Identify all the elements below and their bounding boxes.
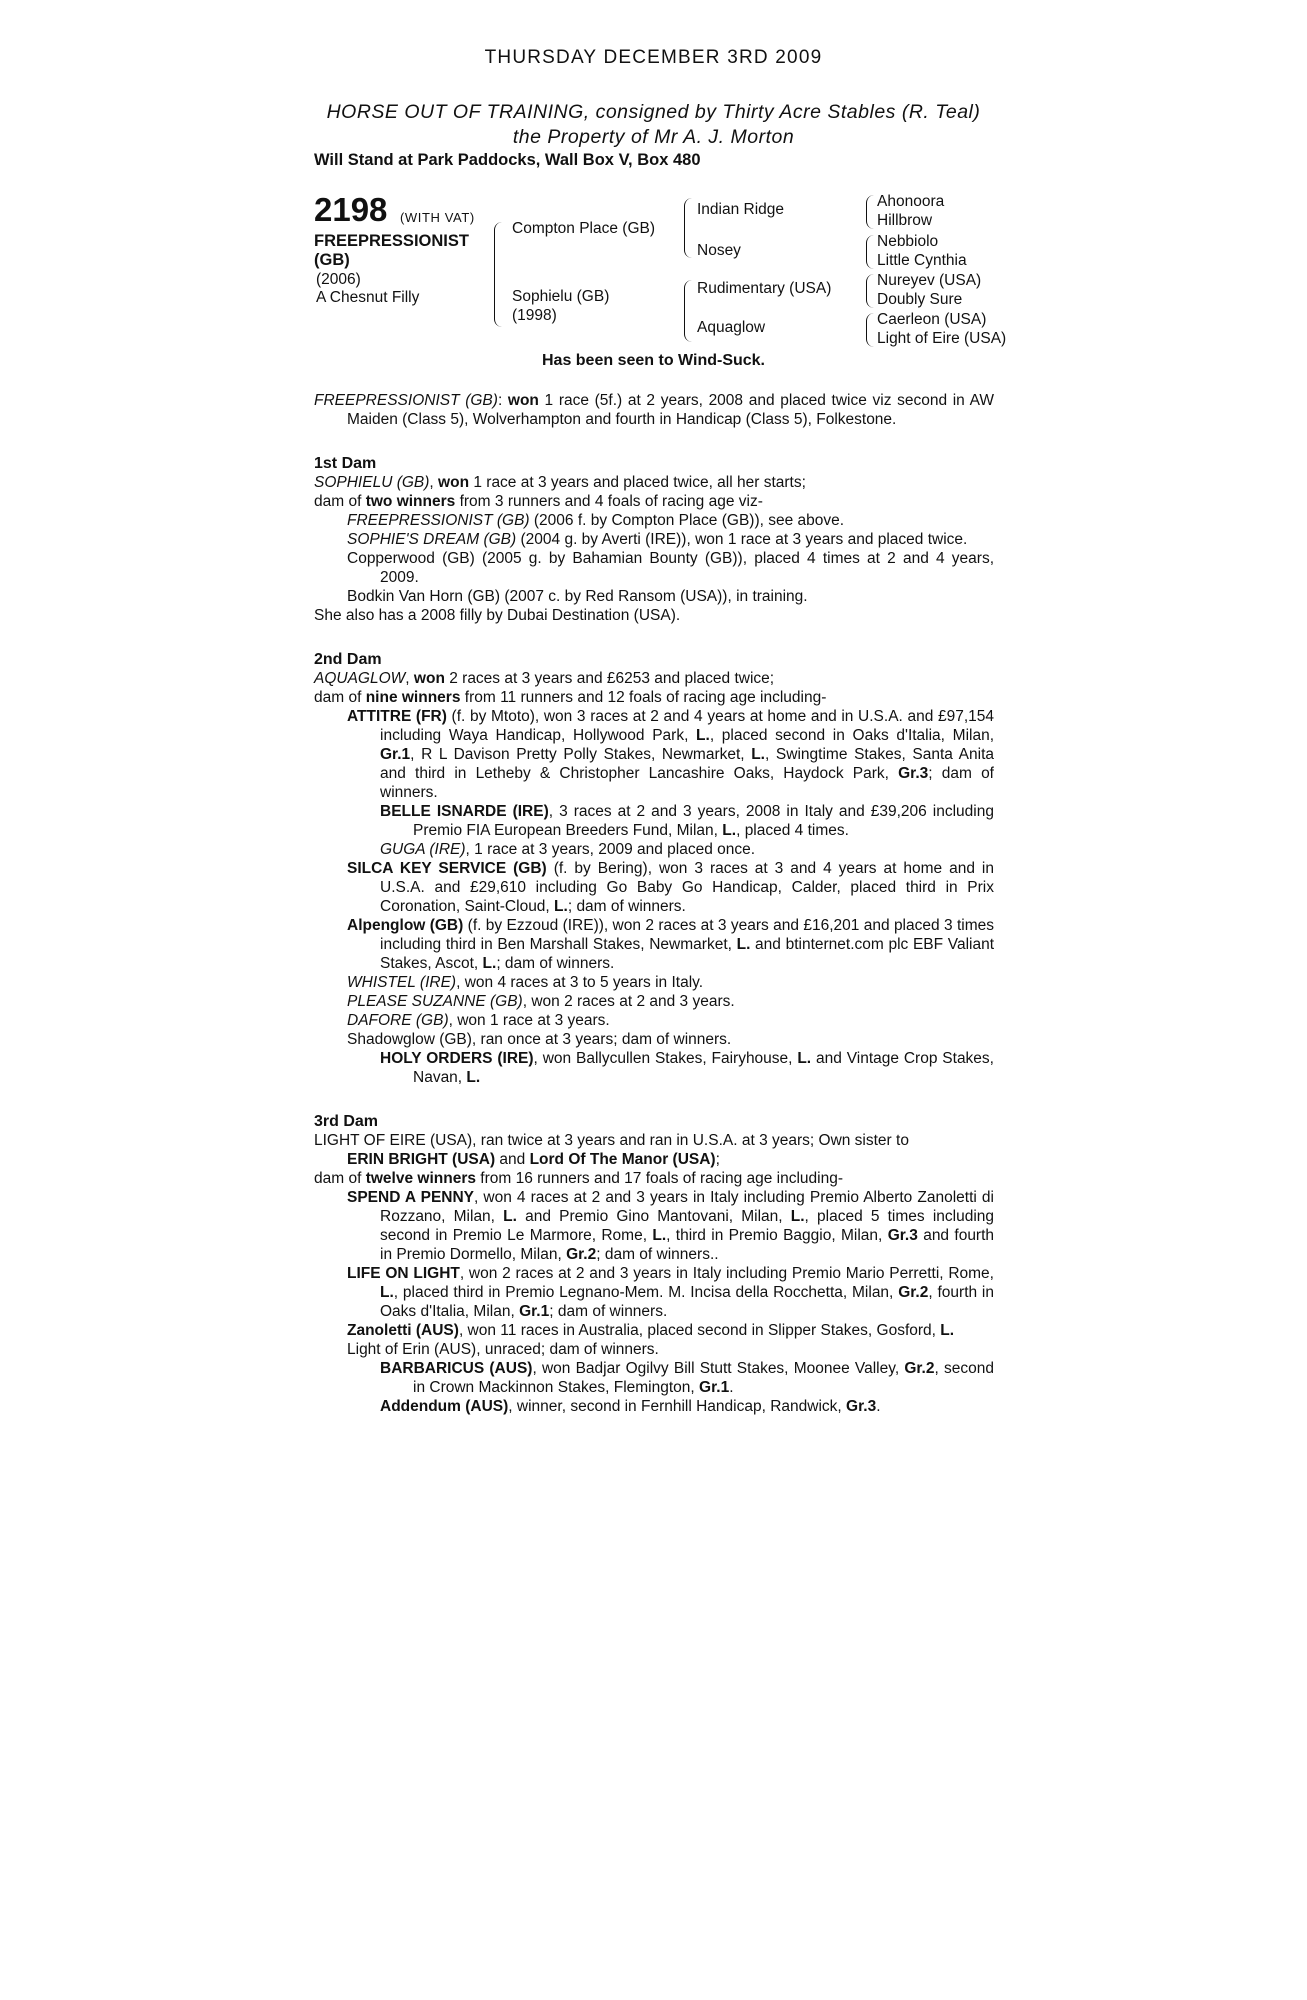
foal-entry: FREEPRESSIONIST (GB) (2006 f. by Compton Place (GB)), see above. bbox=[347, 512, 845, 529]
second-dam-line: AQUAGLOW, won 2 races at 3 years and £6253 and placed twice; bbox=[314, 670, 775, 687]
brace-ds bbox=[866, 274, 875, 308]
brace-sd bbox=[866, 235, 875, 269]
brace-gen1 bbox=[494, 222, 503, 327]
horse-name bbox=[314, 232, 504, 270]
brace-sire bbox=[684, 198, 693, 258]
pedigree-dam-dam: Aquaglow bbox=[697, 319, 766, 336]
produce-entry: SPEND A PENNY, won 4 races at 2 and 3 years in Italy including Premio Alberto Zanoletti di Rozzano, Milan, L. and Premio Gino Mantovani, Milan, L., placed 5 times including second in Premio Le Marmore, Rome, L., third in Premio Baggio, Milan, Gr.3 and fourth in Premio Dormello, Milan, Gr.2; dam of winners.. bbox=[347, 1189, 995, 1263]
horse-name-line2: (GB) bbox=[314, 251, 350, 269]
produce-entry: Addendum (AUS), winner, second in Fernhill Handicap, Randwick, Gr.3. bbox=[380, 1398, 881, 1415]
vat-note: (WITH VAT) bbox=[400, 210, 475, 225]
first-dam-heading: 1st Dam bbox=[314, 455, 377, 472]
wind-suck-notice: Has been seen to Wind-Suck. bbox=[541, 352, 765, 369]
pedigree-dsd: Doubly Sure bbox=[877, 291, 963, 308]
first-dam-also: She also has a 2008 filly by Dubai Destination (USA). bbox=[314, 607, 681, 624]
property-line: the Property of Mr A. J. Morton bbox=[512, 126, 795, 148]
pedigree-dds: Caerleon (USA) bbox=[877, 311, 987, 328]
produce-entry: DAFORE (GB), won 1 race at 3 years. bbox=[347, 1012, 610, 1029]
pedigree-dam-sire: Rudimentary (USA) bbox=[697, 280, 832, 297]
lot-number: 2198 bbox=[314, 191, 388, 228]
foal-entry: Copperwood (GB) (2005 g. by Bahamian Bounty (GB)), placed 4 times at 2 and 4 years, 2009. bbox=[347, 550, 994, 586]
foal-entry: SOPHIE'S DREAM (GB) (2004 g. by Averti (IRE)), won 1 race at 3 years and placed twice. bbox=[347, 531, 968, 548]
pedigree-sire: Compton Place (GB) bbox=[512, 220, 655, 237]
second-dam-heading: 2nd Dam bbox=[314, 651, 382, 668]
foaling-year: (2006) bbox=[316, 271, 361, 288]
produce-entry: Alpenglow (GB) (f. by Ezzoud (IRE)), won 2 races at 3 years and £16,201 and placed 3 times including third in Ben Marshall Stakes, Newmarket, L. and btinternet.com plc EBF Valiant Stakes, Ascot, L.; dam of winners. bbox=[347, 917, 995, 972]
pedigree-sdd: Little Cynthia bbox=[877, 252, 967, 269]
pedigree-notes bbox=[314, 391, 994, 1416]
horse-name-line1: FREEPRESSIONIST bbox=[314, 232, 469, 250]
pedigree-sire-sire: Indian Ridge bbox=[697, 201, 785, 218]
sale-date: THURSDAY DECEMBER 3RD 2009 bbox=[484, 47, 823, 68]
first-dam-produce: dam of two winners from 3 runners and 4 foals of racing age viz- bbox=[314, 493, 763, 510]
horse-description: A Chesnut Filly bbox=[316, 289, 420, 306]
pedigree-dam-year: (1998) bbox=[512, 307, 557, 324]
pedigree-ddd: Light of Eire (USA) bbox=[877, 330, 1007, 347]
produce-entry: BELLE ISNARDE (IRE), 3 races at 2 and 3 years, 2008 in Italy and £39,206 including Premio FIA European Breeders Fund, Milan, L., placed 4 times. bbox=[380, 803, 994, 839]
third-dam-produce: dam of twelve winners from 16 runners and 17 foals of racing age including- bbox=[314, 1170, 844, 1187]
produce-entry: ATTITRE (FR) (f. by Mtoto), won 3 races at 2 and 4 years at home and in U.S.A. and £97,154 including Waya Handicap, Hollywood Park, L., placed second in Oaks d'Italia, Milan, Gr.1, R L Davison Pretty Polly Stakes, Newmarket, L., Swingtime Stakes, Santa Anita and third in Letheby & Christopher Lancashire Oaks, Haydock Park, Gr.3; dam of winners. bbox=[347, 708, 995, 801]
pedigree-sss: Ahonoora bbox=[877, 193, 945, 210]
produce-entry: GUGA (IRE), 1 race at 3 years, 2009 and placed once. bbox=[380, 841, 756, 858]
brace-ss bbox=[866, 195, 875, 229]
first-dam-line: SOPHIELU (GB), won 1 race at 3 years and placed twice, all her starts; bbox=[314, 474, 806, 491]
pedigree-dam: Sophielu (GB) bbox=[512, 288, 610, 305]
stand-location: Will Stand at Park Paddocks, Wall Box V, Box 480 bbox=[314, 151, 701, 169]
second-dam-produce: dam of nine winners from 11 runners and 12 foals of racing age including- bbox=[314, 689, 827, 706]
consignment-line: HORSE OUT OF TRAINING, consigned by Thirty Acre Stables (R. Teal) bbox=[326, 101, 981, 123]
brace-dd bbox=[866, 313, 875, 347]
third-dam-heading: 3rd Dam bbox=[314, 1113, 379, 1130]
produce-entry: HOLY ORDERS (IRE), won Ballycullen Stakes, Fairyhouse, L. and Vintage Crop Stakes, Navan, L. bbox=[380, 1050, 994, 1086]
produce-entry: BARBARICUS (AUS), won Badjar Ogilvy Bill Stutt Stakes, Moonee Valley, Gr.2, second in Crown Mackinnon Stakes, Flemington, Gr.1. bbox=[380, 1360, 994, 1396]
racing-record: FREEPRESSIONIST (GB): won 1 race (5f.) at 2 years, 2008 and placed twice viz second in AW Maiden (Class 5), Wolverhampton and fourth in Handicap (Class 5), Folkestone. bbox=[314, 392, 994, 428]
produce-entry: SILCA KEY SERVICE (GB) (f. by Bering), won 3 races at 3 and 4 years at home and in U.S.A. and £29,610 including Go Baby Go Handicap, Calder, placed third in Prix Coronation, Saint-Cloud, L.; dam of winners. bbox=[347, 860, 994, 915]
produce-entry: LIFE ON LIGHT, won 2 races at 2 and 3 years in Italy including Premio Mario Perretti, Rome, L., placed third in Premio Legnano-Mem. M. Incisa della Rocchetta, Milan, Gr.2, fourth in Oaks d'Italia, Milan, Gr.1; dam of winners. bbox=[347, 1265, 994, 1320]
pedigree-sire-dam: Nosey bbox=[697, 242, 741, 259]
foal-entry: Bodkin Van Horn (GB) (2007 c. by Red Ransom (USA)), in training. bbox=[347, 588, 808, 605]
produce-entry: WHISTEL (IRE), won 4 races at 3 to 5 years in Italy. bbox=[347, 974, 704, 991]
pedigree-ssd: Hillbrow bbox=[877, 212, 933, 229]
produce-entry: Shadowglow (GB), ran once at 3 years; dam of winners. bbox=[347, 1031, 732, 1048]
pedigree-sds: Nebbiolo bbox=[877, 233, 939, 250]
produce-entry: Light of Erin (AUS), unraced; dam of winners. bbox=[347, 1341, 659, 1358]
produce-entry: Zanoletti (AUS), won 11 races in Australia, placed second in Slipper Stakes, Gosford, L. bbox=[347, 1322, 955, 1339]
third-dam-line: LIGHT OF EIRE (USA), ran twice at 3 years and ran in U.S.A. at 3 years; Own sister to bbox=[314, 1132, 909, 1149]
third-dam-siblings: ERIN BRIGHT (USA) and Lord Of The Manor (USA); bbox=[347, 1151, 720, 1168]
brace-dam bbox=[684, 280, 693, 342]
produce-entry: PLEASE SUZANNE (GB), won 2 races at 2 and 3 years. bbox=[347, 993, 735, 1010]
pedigree-dss: Nureyev (USA) bbox=[877, 272, 982, 289]
